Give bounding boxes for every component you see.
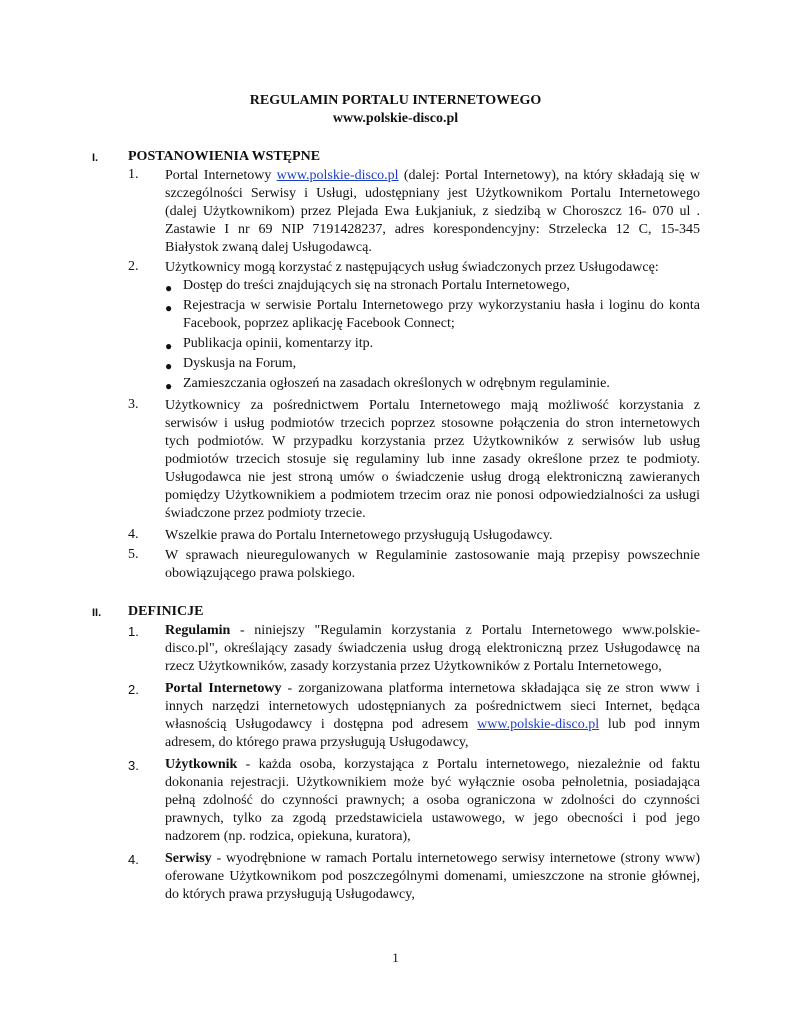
bullet-icon: ●	[165, 359, 173, 373]
s1-item-3-line-4: podmiotów trzecich stosuje się regulaminy lub inne zasady określone przez te podmioty.	[165, 452, 700, 467]
section-2-number: II.	[92, 607, 102, 619]
s2-item-2-text-a: własnością Usługodawcy i dostępna pod adresem	[165, 717, 478, 732]
s2-item-1-line-3: rzecz Użytkowników, zasady korzystania przez Użytkowników z Portalu Internetowego,	[165, 659, 662, 674]
section-1-title: POSTANOWIENIA WSTĘPNE	[128, 149, 321, 164]
s1-item-5-line-2: obowiązującego prawa polskiego.	[165, 566, 356, 581]
s2-item-2-text-b: lub pod innym	[599, 717, 700, 732]
term-serwisy: Serwisy	[165, 851, 212, 866]
s1-item-2-number: 2.	[128, 259, 139, 274]
s1-item-1-line-5: Białystok zwaną dalej Usługodawcą.	[165, 240, 372, 255]
s1-item-1-line-1	[165, 167, 700, 185]
s2-item-3-line-4: prawnych, tylko za zgodą przedstawiciela ustawowego, w jego obecności i pod jego	[165, 811, 700, 826]
s2-item-4-text: - wyodrębnione w ramach Portalu internetowego serwisy internetowe (strony www)	[211, 851, 700, 866]
s2-item-2-line-2: innych narzędzi internetowych udostępnianych za pośrednictwem sieci Internet, będąca	[165, 699, 700, 714]
s1-item-1-number: 1.	[128, 167, 139, 182]
term-regulamin: Regulamin	[165, 623, 231, 638]
s1-item-5-line-1: W sprawach nieuregulowanych w Regulaminie zastosowanie mają przepisy powszechnie	[165, 548, 700, 563]
bullet-icon: ●	[165, 281, 173, 295]
term-uzytkownik: Użytkownik	[165, 757, 238, 772]
s1-item-1-line-2: szczególności Serwisy i Usługi, udostępniany jest Użytkownikom Portalu Internetowego	[165, 186, 700, 201]
s1-item-2-bullet-1: Dostęp do treści znajdujących się na stronach Portalu Internetowego,	[183, 278, 570, 293]
s1-item-3-number: 3.	[128, 397, 139, 412]
s1-item-4-number: 4.	[128, 527, 139, 542]
portal-link-2[interactable]: www.polskie-disco.pl	[477, 717, 600, 732]
bullet-icon: ●	[165, 379, 173, 393]
s1-item-1-text-b: (dalej: Portal Internetowy), na który składają się w	[398, 168, 700, 183]
section-1-number: I.	[92, 152, 99, 164]
document-subtitle: www.polskie-disco.pl	[332, 111, 459, 126]
s2-item-3-number: 3.	[128, 758, 139, 773]
s1-item-1-text-a: Portal Internetowy	[165, 168, 277, 183]
s2-item-3-line-3: pełną zdolność do czynności prawnych; a osoba ograniczona w zdolności do czynności	[165, 793, 700, 808]
s2-item-2-line-1	[165, 680, 700, 698]
document-title: REGULAMIN PORTALU INTERNETOWEGO	[249, 93, 542, 108]
s2-item-1-line-2: disco.pl", określający zasady świadczenia usług drogą elektroniczną przez Usługodawcę na	[165, 641, 700, 656]
s1-item-2-bullet-5: Zamieszczania ogłoszeń na zasadach określonych w odrębnym regulaminie.	[183, 376, 610, 391]
s2-item-3-line-2: dokonania rejestracji. Użytkownikiem może być wyłącznie osoba pełnoletnia, posiadająca	[165, 775, 700, 790]
s1-item-3-line-2: serwisów i usług podmiotów trzecich poprzez stosowne połączenia do stron internetowych	[165, 416, 700, 431]
s2-item-2-number: 2.	[128, 682, 139, 697]
portal-link[interactable]: www.polskie-disco.pl	[276, 168, 399, 183]
s2-item-2-line-3	[165, 716, 700, 734]
s2-item-1-text: - niniejszy "Regulamin korzystania z Portalu Internetowego www.polskie-	[230, 623, 700, 638]
s1-item-2-bullet-2-line-1: Rejestracja w serwisie Portalu Internetowego przy wykorzystaniu hasła i loginu do konta	[183, 298, 700, 313]
s1-item-1-line-3: (dalej Użytkownikom) przez Plejada Ewa Łukjaniuk, z siedzibą w Choroszcz 16- 070 ul .	[165, 204, 700, 219]
term-portal: Portal Internetowy	[165, 681, 282, 696]
s2-item-1-line-1	[165, 622, 700, 640]
s2-item-3-line-1	[165, 756, 700, 774]
s2-item-4-line-1	[165, 850, 700, 868]
s1-item-4-line-1: Wszelkie prawa do Portalu Internetowego przysługują Usługodawcy.	[165, 528, 553, 543]
s1-item-2-bullet-3: Publikacja opinii, komentarzy itp.	[183, 336, 374, 351]
s2-item-2-text: - zorganizowana platforma internetowa składająca się ze stron www i	[281, 681, 700, 696]
s1-item-3-line-6: pomiędzy Użytkownikiem a podmiotem trzecim oraz nie ponosi odpowiedzialności za usługi	[165, 488, 700, 503]
bullet-icon: ●	[165, 339, 173, 353]
bullet-icon: ●	[165, 301, 173, 315]
s2-item-3-line-5: nadzorem (np. rodzica, opiekuna, kuratora),	[165, 829, 411, 844]
s1-item-3-line-3: tych podmiotów. W przypadku korzystania przez Użytkowników z serwisów lub usług	[165, 434, 700, 449]
s1-item-1-line-4: Zastawie I nr 69 NIP 7191428237, adres korespondencyjny: Strzelecka 12 C, 15-345	[165, 222, 700, 237]
s2-item-1-number: 1.	[128, 624, 139, 639]
section-2-title: DEFINICJE	[128, 604, 204, 619]
s1-item-3-line-5: Usługodawca nie jest stroną umów o świadczenie usług drogą elektroniczną zawieranych	[165, 470, 700, 485]
s2-item-4-line-3: do których prawa przysługują Usługodawcy,	[165, 887, 415, 902]
s1-item-3-line-7: świadczone przez podmioty trzecie.	[165, 506, 366, 521]
s2-item-4-line-2: oferowane Użytkownikom pod poszczególnymi domenami, umieszczone na stronie głównej,	[165, 869, 700, 884]
s1-item-3-line-1: Użytkownicy za pośrednictwem Portalu Internetowego mają możliwość korzystania z	[165, 398, 700, 413]
s1-item-5-number: 5.	[128, 547, 139, 562]
page-number: 1	[392, 950, 399, 965]
s2-item-4-number: 4.	[128, 852, 139, 867]
s1-item-2-bullet-2-line-2: Facebook, poprzez aplikację Facebook Connect;	[183, 316, 455, 331]
s1-item-2-bullet-4: Dyskusja na Forum,	[183, 356, 297, 371]
s2-item-3-text: - każda osoba, korzystająca z Portalu internetowego, niezależnie od faktu	[237, 757, 700, 772]
s1-item-2-intro: Użytkownicy mogą korzystać z następujących usług świadczonych przez Usługodawcę:	[165, 260, 659, 275]
s2-item-2-line-4: adresem, do którego prawa przysługują Usługodawcy,	[165, 735, 469, 750]
